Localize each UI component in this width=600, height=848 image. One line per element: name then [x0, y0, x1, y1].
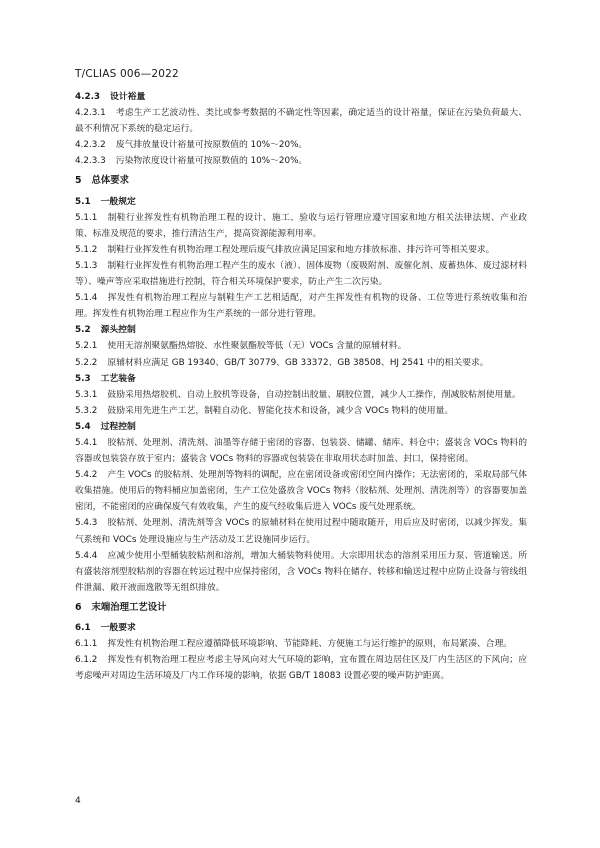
clause-text: 挥发性有机物治理工程应与制鞋生产工艺相适配，对产生挥发性有机物的设备、工位等进行系统收集和治理。挥发性有机物治理工程应作为生产系统的一部分进行管理。 — [75, 293, 527, 320]
heading-number: 4.2.3 — [75, 92, 101, 102]
clause-text: 胶粘剂、处理剂、清洗剂、油墨等存储于密闭的容器、包装袋、储罐、储库、料仓中；盛装含 VOCs 物料的容器或包装袋存放于室内；盛装含 VOCs 物料的容器或包装袋在非取用状态时加盖、封口，保持密闭。 — [75, 437, 527, 465]
heading-title: 过程控制 — [100, 421, 136, 432]
clause-paragraph — [75, 242, 527, 258]
clause-number: 5.1.4 — [75, 293, 98, 304]
clause-text: 制鞋行业挥发性有机物治理工程处理后废气排放应满足国家和地方排放标准、排污许可等相关要求。 — [107, 244, 495, 255]
page-number: 4 — [75, 796, 81, 806]
clause-paragraph — [75, 652, 527, 684]
heading-number: 5.3 — [75, 373, 91, 384]
clause-number: 5.3.1 — [75, 389, 98, 400]
clause-text: 应减少使用小型桶装胶粘剂和溶剂，增加大桶装物料使用。大宗即用状态的溶剂采用压力泵、管道输送。所有盛装溶剂型胶粘剂的容器在转运过程中应保持密闭，含 VOCs 物料在储存、转移和输送过程中应防止设备与管线组件泄漏、敞开液面逸散等无组织排放。 — [75, 550, 527, 593]
clause-paragraph — [75, 355, 527, 371]
clause-paragraph — [75, 515, 527, 547]
clause-number: 5.4.2 — [75, 470, 98, 481]
clause-paragraph — [75, 435, 527, 467]
subsection-heading — [75, 419, 527, 435]
clause-number: 5.1.1 — [75, 212, 98, 223]
clause-paragraph — [75, 467, 527, 515]
heading-title: 一般要求 — [100, 623, 136, 633]
clause-paragraph — [75, 105, 527, 137]
heading-title: 总体要求 — [91, 175, 130, 187]
heading-number: 6 — [75, 601, 82, 613]
subsection-heading — [75, 620, 527, 636]
clause-paragraph — [75, 636, 527, 652]
clause-text: 污染物浓度设计裕量可按原数值的 10%～20%。 — [115, 156, 308, 167]
subsection-heading — [75, 194, 527, 210]
heading-number: 6.1 — [75, 623, 91, 633]
subsection-heading — [75, 371, 527, 387]
clause-number: 5.3.2 — [75, 405, 98, 416]
clause-paragraph — [75, 137, 527, 153]
heading-number: 5.4 — [75, 421, 91, 432]
clause-number: 5.2.2 — [75, 357, 98, 368]
clause-text: 废气排放量设计裕量可按原数值的 10%～20%。 — [115, 140, 308, 151]
heading-title: 工艺装备 — [100, 373, 136, 384]
clause-paragraph — [75, 153, 527, 169]
clause-text: 胶粘剂、处理剂、清洗剂等含 VOCs 的原辅材料在使用过程中随取随开，用后应及时密闭，以减少挥发。集气系统和 VOCs 处理设施应与生产活动及工艺设施同步运行。 — [75, 518, 527, 545]
clause-number: 5.4.1 — [75, 437, 98, 448]
clause-number: 6.1.2 — [75, 655, 98, 666]
clause-paragraph — [75, 258, 527, 290]
section-heading — [75, 173, 527, 189]
clause-number: 5.1.2 — [75, 244, 98, 255]
clause-paragraph — [75, 387, 527, 403]
subsection-heading — [75, 322, 527, 338]
clause-text: 使用无溶剂聚氨酯热熔胶、水性聚氨酯胶等低（无）VOCs 含量的原辅材料。 — [107, 341, 407, 352]
heading-title: 末端治理工艺设计 — [91, 601, 167, 613]
clause-text: 制鞋行业挥发性有机物治理工程的设计、施工、验收与运行管理应遵守国家和地方相关法律法规、产业政策、标准及规范的要求，推行清洁生产，提高资源能源利用率。 — [75, 212, 527, 239]
clause-number: 5.1.3 — [75, 260, 98, 271]
heading-title: 源头控制 — [100, 325, 136, 336]
heading-number: 5.1 — [75, 196, 91, 207]
clause-text: 挥发性有机物治理工程应考虑主导风向对大气环境的影响，宜布置在周边居住区及厂内生活区的下风向；应考虑噪声对周边生活环境及厂内工作环境的影响，依据 GB/T 18083 设置必要的噪声防护距离。 — [75, 655, 527, 682]
clause-text: 挥发性有机物治理工程应遵循降低环境影响、节能降耗、方便施工与运行维护的原则，布局紧凑、合理。 — [107, 639, 513, 650]
clause-text: 原辅材料应满足 GB 19340、GB/T 30779、GB 33372、GB 38508、HJ 2541 中的相关要求。 — [107, 357, 489, 368]
clause-number: 6.1.1 — [75, 639, 98, 650]
clause-number: 4.2.3.2 — [75, 140, 106, 151]
clause-text: 鼓励采用热熔胶机、自动上胶机等设备，自动控制出胶量、刷胶位置，减少人工操作，削减胶粘剂使用量。 — [107, 389, 521, 400]
heading-title: 设计裕量 — [110, 92, 146, 102]
clause-number: 5.2.1 — [75, 341, 98, 352]
clause-paragraph — [75, 338, 527, 354]
clause-paragraph — [75, 210, 527, 242]
document-body — [75, 89, 527, 684]
standard-number: T/CLIAS 006—2022 — [75, 68, 179, 80]
heading-number: 5 — [75, 175, 82, 187]
clause-text: 制鞋行业挥发性有机物治理工程产生的废水（液）、固体废物（废吸附剂、废催化剂、废蓄热体、废过滤材料等）、噪声等应采取措施进行控制，符合相关环境保护要求，防止产生二次污染。 — [75, 260, 527, 288]
clause-text: 考虑生产工艺波动性、类比或参考数据的不确定性等因素，确定适当的设计裕量，保证在污染负荷最大、最不利情况下系统的稳定运行。 — [75, 108, 527, 135]
subsection-heading — [75, 89, 527, 105]
clause-paragraph — [75, 290, 527, 322]
clause-number: 4.2.3.1 — [75, 108, 106, 119]
clause-paragraph — [75, 403, 527, 419]
clause-text: 鼓励采用先进生产工艺，制鞋自动化、智能化技术和设备，减少含 VOCs 物料的使用量。 — [107, 405, 454, 416]
clause-number: 5.4.4 — [75, 550, 98, 561]
clause-paragraph — [75, 548, 527, 596]
heading-title: 一般规定 — [100, 196, 136, 207]
clause-number: 4.2.3.3 — [75, 156, 106, 167]
clause-number: 5.4.3 — [75, 518, 98, 529]
clause-text: 产生 VOCs 的胶粘剂、处理剂等物料的调配，应在密闭设备或密闭空间内操作；无法密闭的，采取局部气体收集措施。使用后的物料桶应加盖密闭，生产工位处盛放含 VOCs 物料（胶粘剂、处理剂、清洗剂等）的容器要加盖密闭，不能密闭的应确保废气有效收集，产生的废气经收集后进入 VOCs 废气处理系统。 — [75, 470, 527, 513]
heading-number: 5.2 — [75, 325, 91, 336]
section-heading — [75, 600, 527, 616]
